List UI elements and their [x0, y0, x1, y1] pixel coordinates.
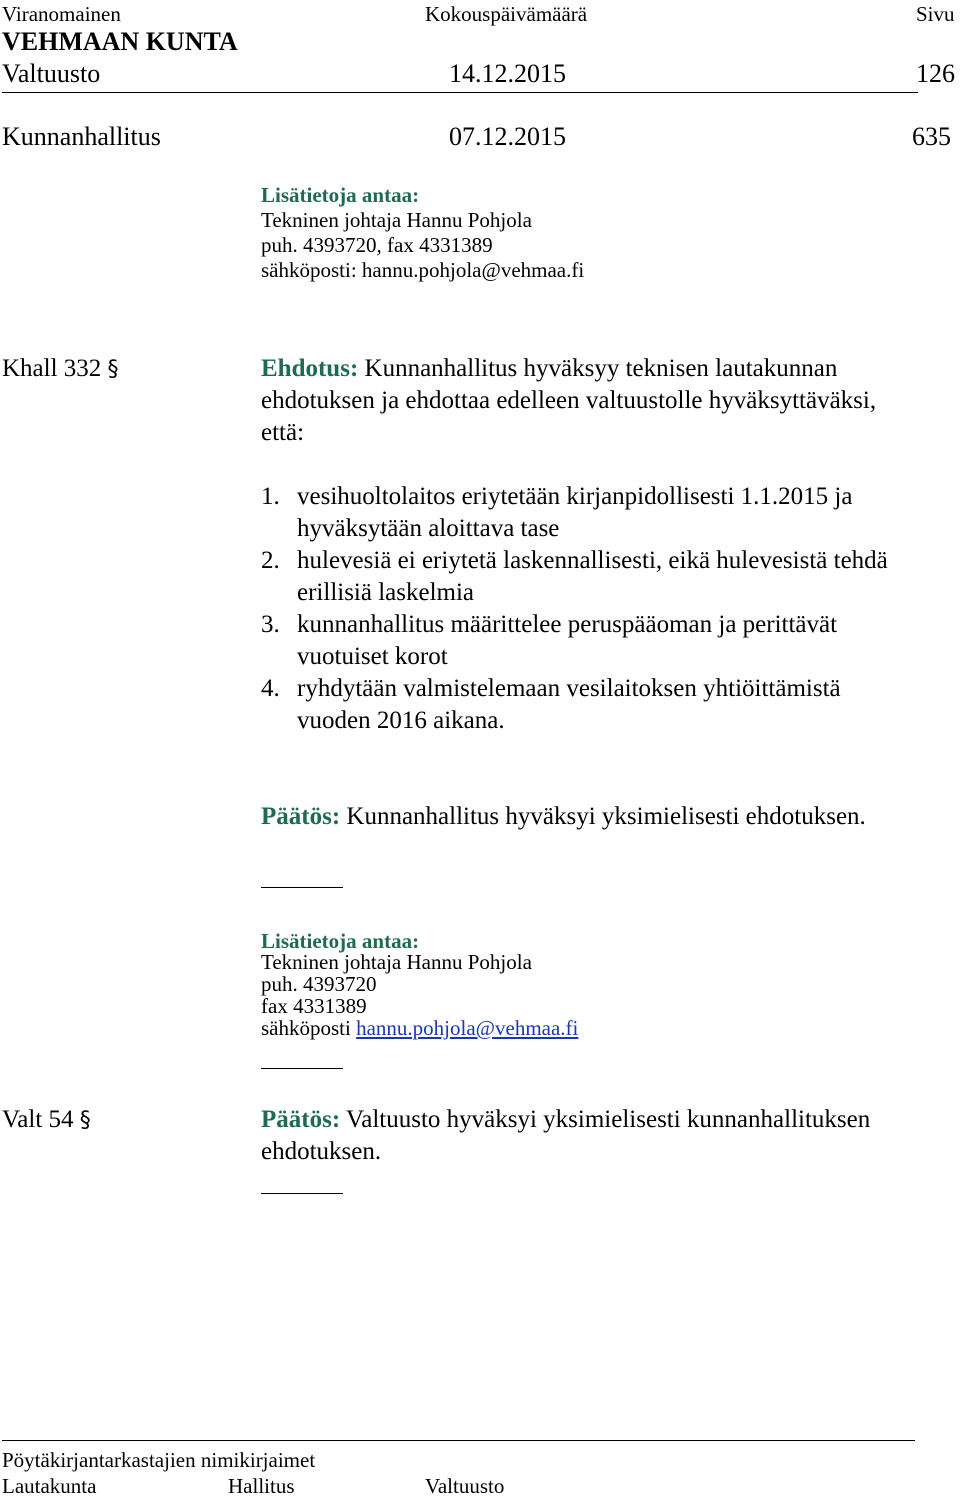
header-row2-page: 635 — [912, 122, 951, 151]
list-item-line2: vuotuiset korot — [297, 643, 448, 670]
proposal-label: Ehdotus: — [261, 355, 359, 382]
list-item-number: 2. — [261, 547, 280, 574]
list-item-line1: ryhdytään valmistelemaan vesilaitoksen yhtiöittämistä — [297, 675, 841, 702]
contact2-email-row — [261, 1016, 578, 1041]
header-col-page: Sivu — [916, 2, 955, 26]
header-row2-date: 07.12.2015 — [449, 122, 566, 151]
contact2-phone: puh. 4393720 — [261, 972, 377, 996]
khall-proposal-line1 — [261, 353, 837, 385]
contact1-heading: Lisätietoja antaa: — [261, 183, 420, 207]
header-row1-page: 126 — [916, 59, 955, 88]
header-divider — [2, 92, 918, 93]
valt-decision-line1 — [261, 1104, 870, 1136]
list-item-number: 3. — [261, 611, 280, 638]
municipality-name: VEHMAAN KUNTA — [2, 27, 238, 56]
section-sign-icon: § — [79, 1108, 91, 1133]
valt-decision-line2: ehdotuksen. — [261, 1138, 382, 1165]
list-item-number: 1. — [261, 483, 280, 510]
header-row1-date: 14.12.2015 — [449, 59, 566, 88]
footer-col-council: Valtuusto — [425, 1474, 505, 1498]
valt-section-label: Valt 54 — [2, 1106, 74, 1133]
decision-label: Päätös: — [261, 1106, 341, 1133]
valt-decision-text: Valtuusto hyväksyi yksimielisesti kunnanhallituksen — [345, 1106, 871, 1133]
khall-proposal-line2: ehdotuksen ja ehdottaa edelleen valtuustolle hyväksyttäväksi, — [261, 387, 877, 414]
list-item-line1: kunnanhallitus määrittelee peruspääoman ja perittävät — [297, 611, 838, 638]
section-rule — [261, 1068, 343, 1069]
footer-initials-label: Pöytäkirjantarkastajien nimikirjaimet — [2, 1448, 316, 1472]
list-item-line2: vuoden 2016 aikana. — [297, 707, 505, 734]
contact1-phone: puh. 4393720, fax 4331389 — [261, 233, 493, 257]
footer-col-government: Hallitus — [228, 1474, 295, 1498]
list-item-line2: erillisiä laskelmia — [297, 579, 475, 606]
list-item-line1: vesihuoltolaitos eriytetään kirjanpidollisesti 1.1.2015 ja — [297, 483, 853, 510]
footer-col-board: Lautakunta — [2, 1474, 97, 1498]
decision-text: Kunnanhallitus hyväksyi yksimielisesti ehdotuksen. — [346, 803, 866, 830]
proposal-text-line1: Kunnanhallitus hyväksyy teknisen lautakunnan — [364, 355, 838, 382]
section-rule — [261, 887, 343, 888]
khall-section-label: Khall 332 — [2, 355, 102, 382]
contact2-name: Tekninen johtaja Hannu Pohjola — [261, 950, 532, 974]
contact2-email-label: sähköposti — [261, 1016, 351, 1040]
decision-label: Päätös: — [261, 803, 341, 830]
list-item-line2: hyväksytään aloittava tase — [297, 515, 560, 542]
contact2-fax: fax 4331389 — [261, 994, 367, 1018]
list-item-line1: hulevesiä ei eriytetä laskennallisesti, eikä hulevesistä tehdä — [297, 547, 888, 574]
header-row1-body: Valtuusto — [2, 59, 101, 88]
valt-section-number — [2, 1104, 91, 1137]
khall-section-number — [2, 353, 119, 386]
header-row2-body: Kunnanhallitus — [2, 122, 161, 151]
contact1-name: Tekninen johtaja Hannu Pohjola — [261, 208, 532, 232]
header-col-authority: Viranomainen — [2, 2, 121, 26]
khall-decision — [261, 801, 866, 833]
contact2-heading: Lisätietoja antaa: — [261, 929, 420, 953]
header-col-meeting-date: Kokouspäivämäärä — [425, 2, 588, 26]
footer-divider — [2, 1440, 915, 1441]
khall-proposal-line3: että: — [261, 419, 305, 446]
section-rule — [261, 1193, 343, 1194]
section-sign-icon: § — [107, 357, 119, 382]
email-link[interactable]: hannu.pohjola@vehmaa.fi — [356, 1016, 579, 1040]
contact1-email: sähköposti: hannu.pohjola@vehmaa.fi — [261, 258, 585, 282]
list-item-number: 4. — [261, 675, 280, 702]
